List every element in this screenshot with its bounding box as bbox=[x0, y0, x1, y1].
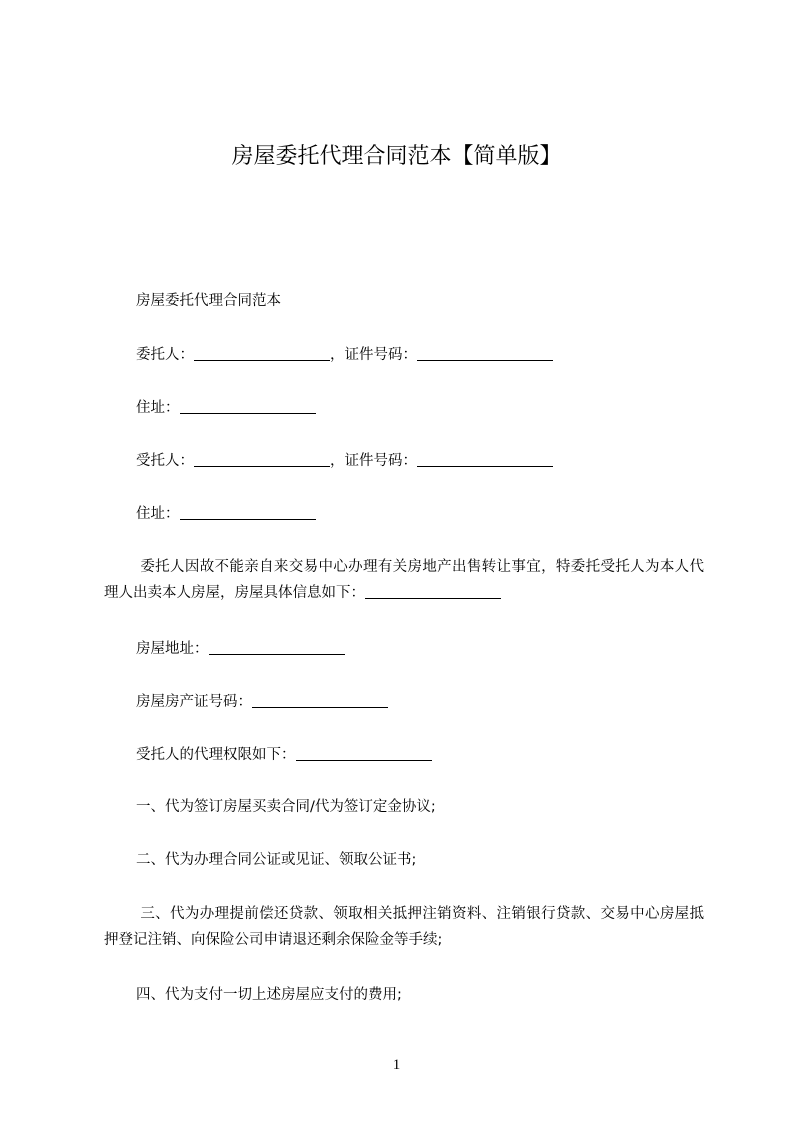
house-info-blank[interactable] bbox=[365, 584, 501, 599]
agent-address-blank[interactable] bbox=[180, 505, 316, 520]
page-number: 1 bbox=[392, 1057, 401, 1073]
authority-item-1: 一、代为签订房屋买卖合同/代为签订定金协议; bbox=[136, 799, 436, 815]
agent-line bbox=[136, 450, 553, 471]
intro-paragraph bbox=[104, 554, 704, 606]
agent-id-blank[interactable] bbox=[417, 452, 553, 467]
principal-name-blank[interactable] bbox=[194, 346, 330, 361]
house-address-label: 房屋地址： bbox=[136, 641, 209, 657]
agent-address-label: 住址： bbox=[136, 506, 180, 522]
principal-address-blank[interactable] bbox=[180, 399, 316, 414]
principal-id-label: ，证件号码： bbox=[330, 347, 417, 363]
agent-authority-label: 受托人的代理权限如下： bbox=[136, 747, 296, 763]
authority-item-2: 二、代为办理合同公证或见证、领取公证书; bbox=[136, 852, 417, 868]
intro-text: 委托人因故不能亲自来交易中心办理有关房地产出售转让事宜，特委托受托人为本人代理人出卖本人房屋，房屋具体信息如下： bbox=[104, 559, 704, 601]
house-certificate-blank[interactable] bbox=[252, 693, 388, 708]
agent-label: 受托人： bbox=[136, 453, 194, 469]
principal-address-line bbox=[136, 397, 316, 418]
agent-name-blank[interactable] bbox=[194, 452, 330, 467]
principal-line bbox=[136, 344, 553, 365]
authority-item-4: 四、代为支付一切上述房屋应支付的费用; bbox=[136, 987, 402, 1003]
principal-id-blank[interactable] bbox=[417, 346, 553, 361]
agent-address-line bbox=[136, 503, 316, 524]
agent-id-label: ，证件号码： bbox=[330, 453, 417, 469]
house-address-line bbox=[136, 638, 345, 659]
principal-address-label: 住址： bbox=[136, 400, 180, 416]
house-certificate-label: 房屋房产证号码： bbox=[136, 694, 252, 710]
agent-authority-blank[interactable] bbox=[296, 746, 432, 761]
house-address-blank[interactable] bbox=[209, 640, 345, 655]
authority-item-3-text: 三、代为办理提前偿还贷款、领取相关抵押注销资料、注销银行贷款、交易中心房屋抵押登记注销、向保险公司申请退还剩余保险金等手续; bbox=[104, 906, 704, 948]
document-title: 房屋委托代理合同范本【简单版】 bbox=[231, 144, 562, 169]
agent-authority-line bbox=[136, 744, 432, 765]
authority-item-3 bbox=[104, 901, 704, 953]
principal-label: 委托人： bbox=[136, 347, 194, 363]
document-subtitle: 房屋委托代理合同范本 bbox=[136, 293, 281, 309]
house-certificate-line bbox=[136, 691, 388, 712]
